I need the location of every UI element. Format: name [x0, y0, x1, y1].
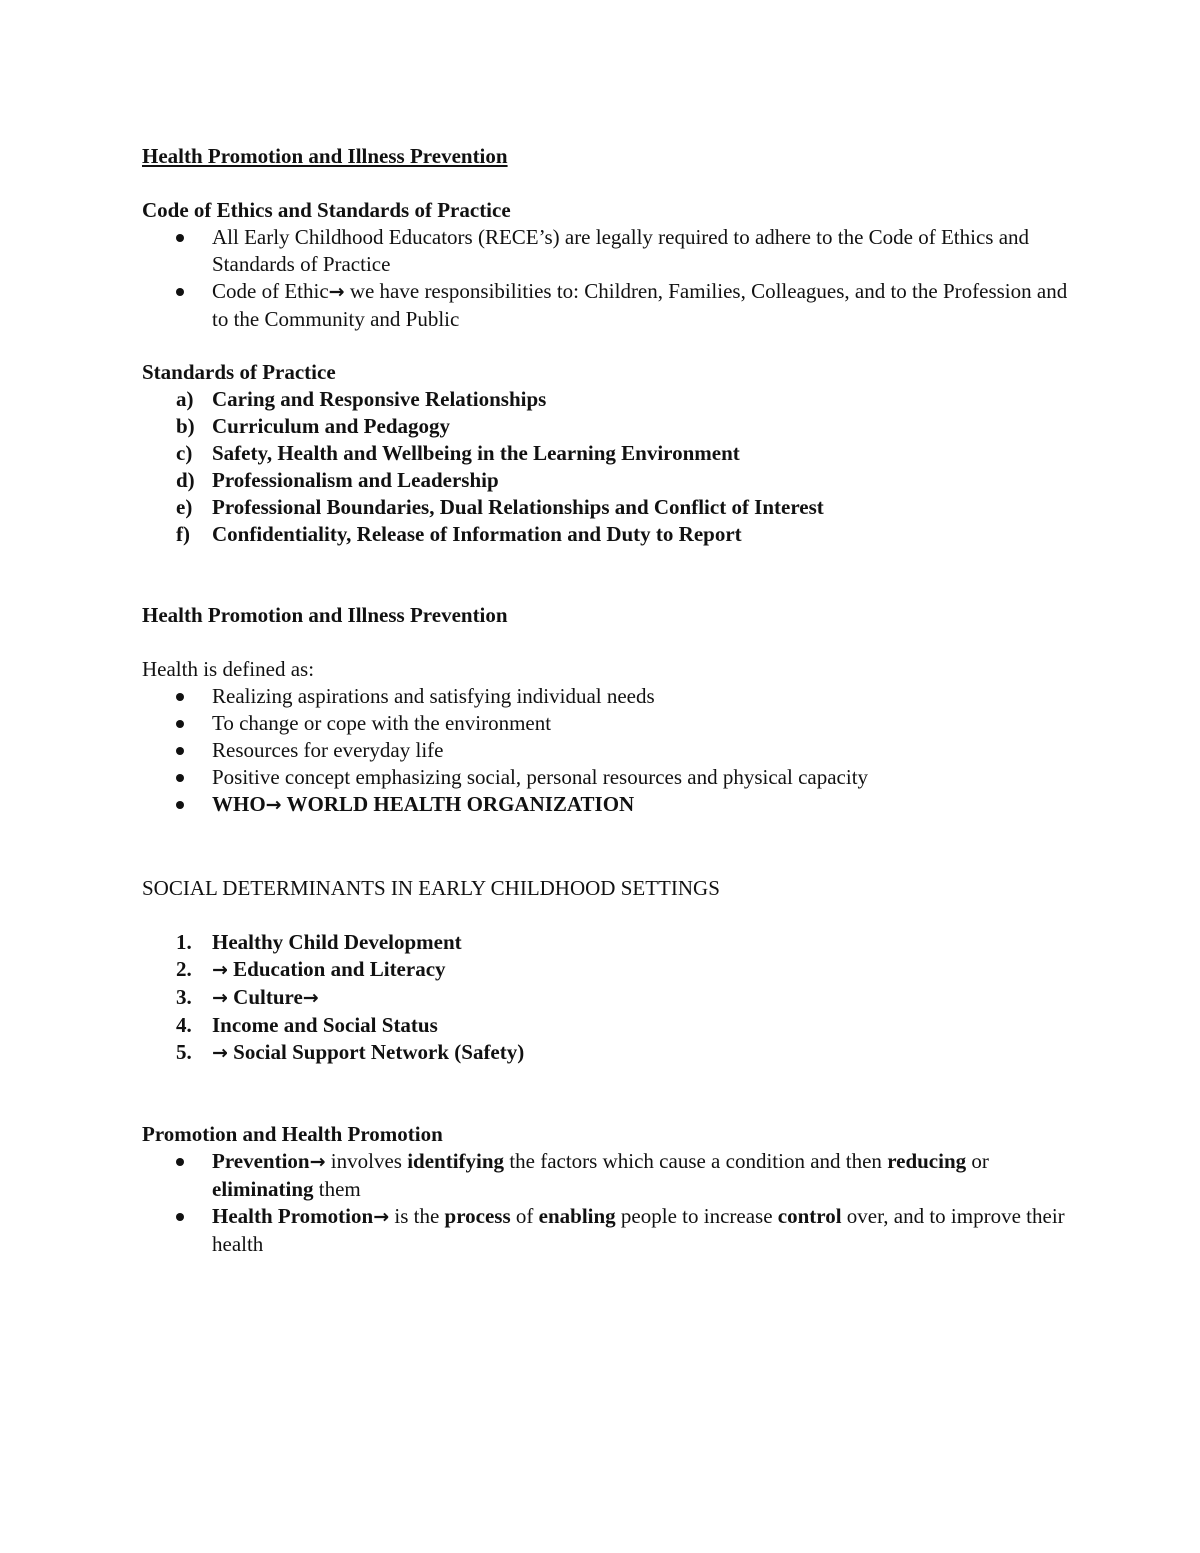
list-item: All Early Childhood Educators (RECE’s) are legally required to adhere to the Code of Ethics and Standards of Practice	[142, 224, 1080, 278]
list-item: 5. → Social Support Network (Safety)	[176, 1040, 525, 1064]
code-of-ethics-section	[142, 197, 1080, 333]
list-item: Health Promotion→ is the process of enabling people to increase control over, and to improve their health	[142, 1203, 1080, 1258]
list-item: To change or cope with the environment	[142, 710, 1080, 737]
health-intro: Health is defined as:	[142, 657, 315, 681]
list-item: 3. → Culture→	[176, 985, 319, 1009]
list-item: 1. Healthy Child Development	[176, 930, 462, 954]
code-of-ethics-heading: Code of Ethics and Standards of Practice	[142, 198, 511, 222]
list-item: Code of Ethic→ we have responsibilities to: Children, Families, Colleagues, and to the Profession and to the Community and Public	[142, 278, 1080, 333]
list-item: d) Professionalism and Leadership	[176, 468, 499, 492]
arrow-right-icon: →	[309, 1151, 326, 1173]
list-item: Resources for everyday life	[142, 737, 1080, 764]
document-title: Health Promotion and Illness Prevention	[142, 144, 508, 168]
standards-heading: Standards of Practice	[142, 360, 336, 384]
promotion-section	[142, 1121, 1080, 1258]
list-item: 4. Income and Social Status	[176, 1013, 438, 1037]
arrow-right-icon: →	[373, 1206, 390, 1228]
social-determinants-list	[142, 929, 1080, 1067]
arrow-right-icon: →	[265, 794, 282, 816]
health-definition-section	[142, 656, 1080, 819]
arrow-right-icon: →	[212, 959, 228, 981]
list-item: Positive concept emphasizing social, personal resources and physical capacity	[142, 764, 1080, 791]
standards-section	[142, 359, 1080, 548]
arrow-right-icon: →	[328, 281, 345, 303]
health-heading: Health Promotion and Illness Prevention	[142, 603, 508, 627]
list-item: e) Professional Boundaries, Dual Relationships and Conflict of Interest	[176, 495, 824, 519]
arrow-right-icon: →	[302, 987, 319, 1009]
list-item: a) Caring and Responsive Relationships	[176, 387, 547, 411]
list-item: c) Safety, Health and Wellbeing in the Learning Environment	[176, 441, 740, 465]
list-item: Prevention→ involves identifying the factors which cause a condition and then reducing or eliminating them	[142, 1148, 1080, 1203]
list-item: WHO→ WORLD HEALTH ORGANIZATION	[142, 791, 1080, 819]
arrow-right-icon: →	[212, 987, 228, 1009]
list-item: f) Confidentiality, Release of Information and Duty to Report	[176, 522, 742, 546]
list-item: b) Curriculum and Pedagogy	[176, 414, 451, 438]
social-heading: SOCIAL DETERMINANTS IN EARLY CHILDHOOD SETTINGS	[142, 876, 720, 900]
list-item: 2. → Education and Literacy	[176, 957, 446, 981]
list-item: Realizing aspirations and satisfying individual needs	[142, 683, 1080, 710]
arrow-right-icon: →	[212, 1042, 228, 1064]
promotion-heading: Promotion and Health Promotion	[142, 1122, 443, 1146]
